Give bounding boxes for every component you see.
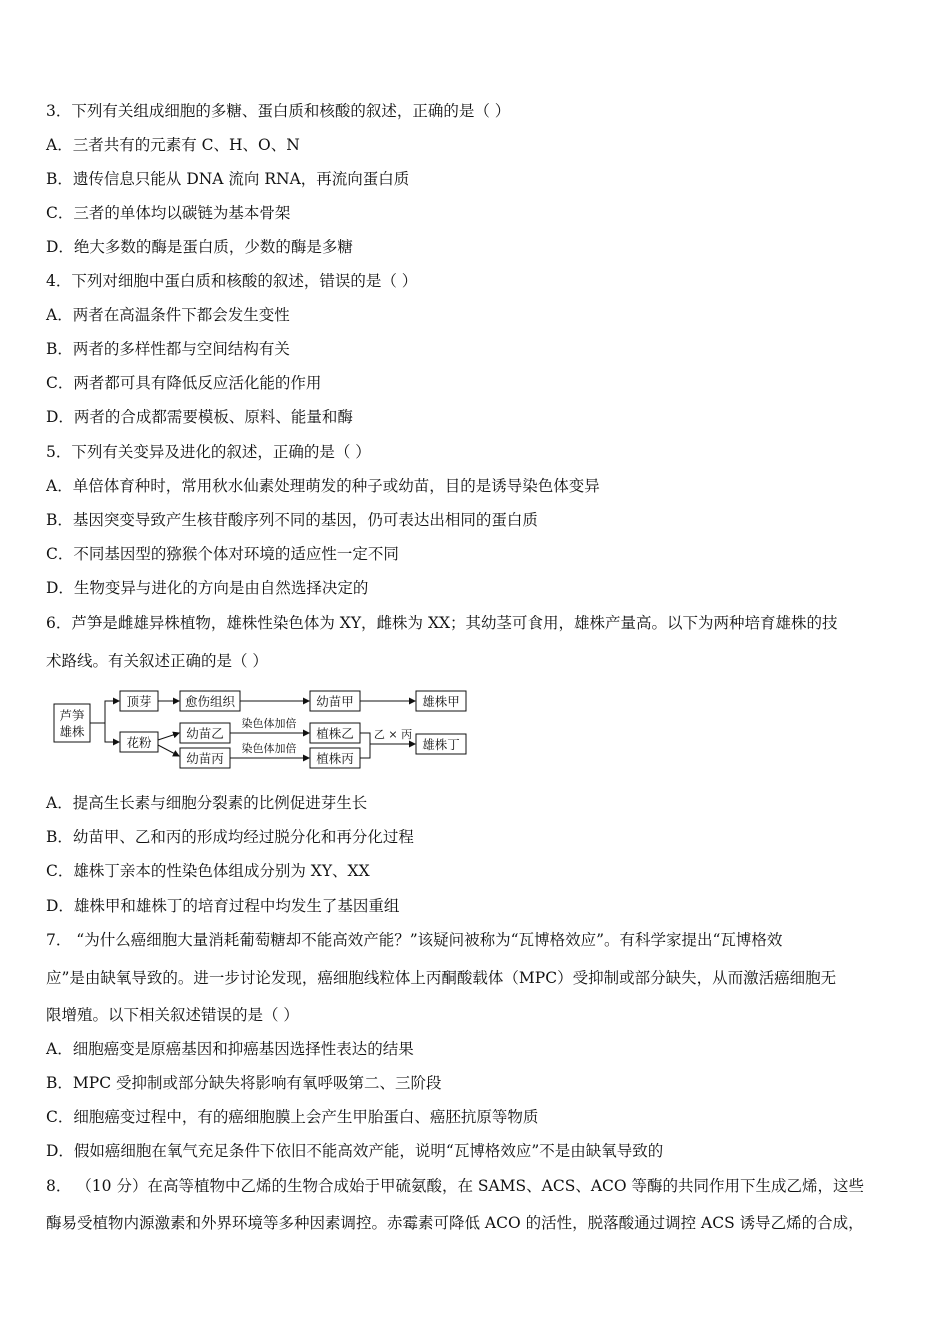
question-7-option-c: C．细胞癌变过程中，有的癌细胞膜上会产生甲胎蛋白、癌胚抗原等物质 <box>46 1108 539 1126</box>
question-5-option-d: D．生物变异与进化的方向是由自然选择决定的 <box>46 579 369 597</box>
callus-label: 愈伤组织 <box>184 694 236 709</box>
question-5-option-c: C．不同基因型的猕猴个体对环境的适应性一定不同 <box>46 545 399 563</box>
question-6-option-d: D．雄株甲和雄株丁的培育过程中均发生了基因重组 <box>46 897 400 915</box>
question-5-stem: 5．下列有关变异及进化的叙述，正确的是（ ） <box>46 443 371 461</box>
question-7-stem-line-2: 应”是由缺氧导致的。进一步讨论发现，癌细胞线粒体上丙酮酸载体（MPC）受抑制或部分缺失，从而激活癌细胞无 <box>46 969 837 987</box>
question-4-stem: 4．下列对细胞中蛋白质和核酸的叙述，错误的是（ ） <box>46 272 418 290</box>
question-7-option-a: A．细胞癌变是原癌基因和抑癌基因选择性表达的结果 <box>46 1040 414 1058</box>
seedling-bing-label: 幼苗丙 <box>186 751 224 766</box>
question-5-option-b: B．基因突变导致产生核苷酸序列不同的基因，仍可表达出相同的蛋白质 <box>46 511 538 529</box>
seedling-jia-label: 幼苗甲 <box>316 694 354 709</box>
plant-yi-label: 植株乙 <box>316 726 354 741</box>
male-ding-label: 雄株丁 <box>422 737 460 752</box>
question-8-stem-line-1: 8． （10 分）在高等植物中乙烯的生物合成始于甲硫氨酸，在 SAMS、ACS、ACO 等酶的共同作用下生成乙烯，这些 <box>46 1177 865 1195</box>
bud-label: 顶芽 <box>126 694 152 709</box>
question-6-option-c: C．雄株丁亲本的性染色体组成分别为 XY、XX <box>46 862 370 880</box>
question-3-option-d: D．绝大多数的酶是蛋白质，少数的酶是多糖 <box>46 238 353 256</box>
question-3-option-a: A．三者共有的元素有 C、H、O、N <box>46 136 300 154</box>
question-4-option-b: B．两者的多样性都与空间结构有关 <box>46 340 290 358</box>
question-4-option-d: D．两者的合成都需要模板、原料、能量和酶 <box>46 408 353 426</box>
pollen-label: 花粉 <box>126 735 152 750</box>
seedling-yi-label: 幼苗乙 <box>186 726 224 741</box>
source-label-2: 雄株 <box>59 724 85 739</box>
question-5-option-a: A．单倍体育种时，常用秋水仙素处理萌发的种子或幼苗，目的是诱导染色体变异 <box>46 477 600 495</box>
arrow-source-to-bud <box>90 701 119 723</box>
question-3-option-c: C．三者的单体均以碳链为基本骨架 <box>46 204 291 222</box>
question-7-option-d: D．假如癌细胞在氧气充足条件下依旧不能高效产能，说明“瓦博格效应”不是由缺氧导致的 <box>46 1142 664 1160</box>
double-label-upper: 染色体加倍 <box>241 717 297 730</box>
plant-bing-label: 植株丙 <box>316 751 354 766</box>
question-6-option-a: A．提高生长素与细胞分裂素的比例促进芽生长 <box>46 794 368 812</box>
cross-label: 乙 × 丙 <box>373 728 413 741</box>
question-4-option-c: C．两者都可具有降低反应活化能的作用 <box>46 374 322 392</box>
arrow-pollen-to-seedling-yi <box>158 733 179 740</box>
arrow-source-to-pollen <box>105 723 119 742</box>
question-7-stem-line-1: 7． “为什么癌细胞大量消耗葡萄糖却不能高效产能？”该疑问被称为“瓦博格效应”。有科学家提出“瓦博格效 <box>46 931 783 949</box>
connector-plant-bing <box>360 744 370 758</box>
arrow-pollen-to-seedling-bing <box>158 745 179 756</box>
male-jia-label: 雄株甲 <box>422 694 460 709</box>
question-3-option-b: B．遗传信息只能从 DNA 流向 RNA，再流向蛋白质 <box>46 170 410 188</box>
question-7-option-b: B．MPC 受抑制或部分缺失将影响有氧呼吸第二、三阶段 <box>46 1074 442 1092</box>
question-7-stem-line-3: 限增殖。以下相关叙述错误的是（ ） <box>46 1006 299 1024</box>
double-label-lower: 染色体加倍 <box>241 742 297 755</box>
connector-plant-yi <box>360 733 370 744</box>
source-label-1: 芦笋 <box>59 708 85 723</box>
question-8-stem-line-2: 酶易受植物内源激素和外界环境等多种因素调控。赤霉素可降低 ACO 的活性，脱落酸通过调控 ACS 诱导乙烯的合成， <box>46 1214 864 1232</box>
question-6-stem-line-2: 术路线。有关叙述正确的是（ ） <box>46 652 268 670</box>
question-6-option-b: B．幼苗甲、乙和丙的形成均经过脱分化和再分化过程 <box>46 828 414 846</box>
question-6-stem-line-1: 6．芦笋是雌雄异株植物，雄株性染色体为 XY，雌株为 XX；其幼茎可食用，雄株产量高。以下为两种培育雄株的技 <box>46 614 838 632</box>
question-3-stem: 3．下列有关组成细胞的多糖、蛋白质和核酸的叙述，正确的是（ ） <box>46 102 511 120</box>
question-4-option-a: A．两者在高温条件下都会发生变性 <box>46 306 290 324</box>
breeding-flowchart <box>50 690 470 770</box>
